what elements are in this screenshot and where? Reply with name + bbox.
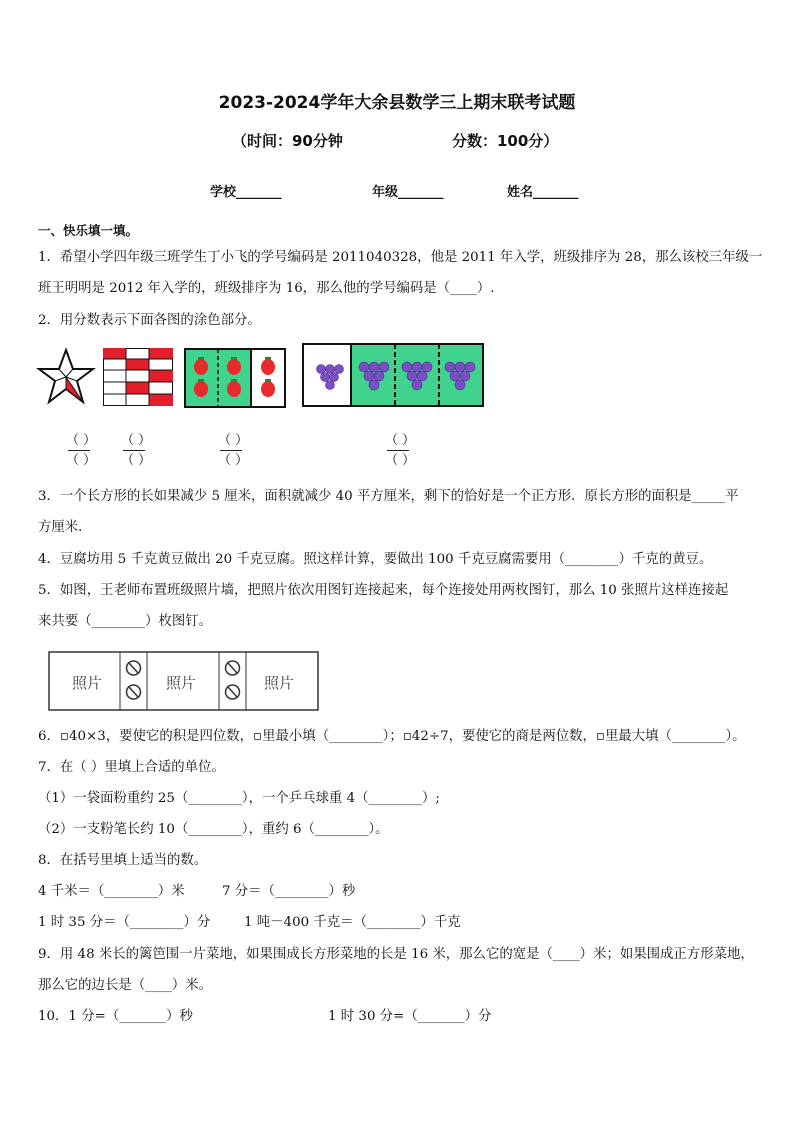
score-label: 分数：100分） <box>452 132 559 150</box>
photo-label-2: 照片 <box>166 674 197 692</box>
question-8-a: 4 千米＝（________）米 <box>38 884 185 899</box>
question-4: 4．豆腐坊用 5 千克黄豆做出 20 千克豆腐。照这样计算，要做出 100 千克豆腐需要用（________）千克的黄豆。 <box>38 552 713 567</box>
question-3-line-2: 方厘米． <box>38 520 92 535</box>
question-9-line-1: 9．用 48 米长的篱笆围一片菜地，如果围成长方形菜地的长是 16 米，那么它的宽是（____）米；如果围成正方形菜地， <box>38 947 754 962</box>
school-field[interactable]: 学校_______ <box>210 185 282 200</box>
name-field[interactable]: 姓名_______ <box>507 185 579 200</box>
question-8-c: 1 时 35 分＝（________）分 <box>38 915 211 930</box>
question-3-line-1: 3．一个长方形的长如果减少 5 厘米，面积就减少 40 平方厘米，剩下的恰好是一个正方形．原长方形的面积是_____平 <box>38 489 739 504</box>
star-figure <box>36 347 96 407</box>
photo-label-1: 照片 <box>72 674 103 692</box>
question-7: 7．在（ ）里填上合适的单位。 <box>38 760 225 775</box>
question-1-line-1: 1．希望小学四年级三班学生丁小飞的学号编码是 2011040328，他是 2011 年入学，班级排序为 28，那么该校三年级一 <box>38 250 763 265</box>
fraction-blank-2[interactable]: （ ） （ ） <box>121 433 152 468</box>
star-shape <box>39 350 93 402</box>
question-5-line-2: 来共要（________）枚图钉。 <box>38 614 213 629</box>
grape-figure <box>302 343 484 407</box>
question-1-line-2: 班王明明是 2012 年入学的，班级排序为 16，那么他的学号编码是（____）. <box>38 281 495 296</box>
strawberry-figure <box>184 348 286 408</box>
grade-field[interactable]: 年级_______ <box>372 185 444 200</box>
time-label: （时间：90分钟 <box>232 132 343 150</box>
section-heading: 一、快乐填一填。 <box>38 223 139 238</box>
fraction-blank-3[interactable]: （ ） （ ） <box>218 433 249 468</box>
question-7-part-2: （2）一支粉笔长约 10（________），重约 6（________）。 <box>38 822 389 837</box>
question-10-b: 1 时 30 分=（_______）分 <box>328 1009 492 1024</box>
question-9-line-2: 那么它的边长是（____）米。 <box>38 978 213 993</box>
page-title: 2023-2024学年大余县数学三上期末联考试题 <box>218 93 576 113</box>
question-7-part-1: （1）一袋面粉重约 25（________），一个乒乓球重 4（________）; <box>38 791 440 806</box>
question-10-a: 10．1 分=（_______）秒 <box>38 1009 193 1024</box>
question-8-d: 1 吨－400 千克＝（________）千克 <box>244 915 461 930</box>
question-2: 2．用分数表示下面各图的涂色部分。 <box>38 313 261 328</box>
fraction-blank-1[interactable]: （ ） （ ） <box>66 433 97 468</box>
question-6: 6．▫40×3，要使它的积是四位数，▫里最小填（________）；▫42÷7，要使它的商是两位数，▫里最大填（________）。 <box>38 729 746 744</box>
question-5-line-1: 5．如图，王老师布置班级照片墙，把照片依次用图钉连接起来，每个连接处用两枚图钉，那么 10 张照片这样连接起 <box>38 583 729 598</box>
grid-figure <box>103 348 173 406</box>
fraction-blank-4[interactable]: （ ） （ ） <box>385 433 416 468</box>
question-8: 8．在括号里填上适当的数。 <box>38 853 208 868</box>
question-8-b: 7 分＝（________）秒 <box>222 884 356 899</box>
photo-label-3: 照片 <box>264 674 295 692</box>
